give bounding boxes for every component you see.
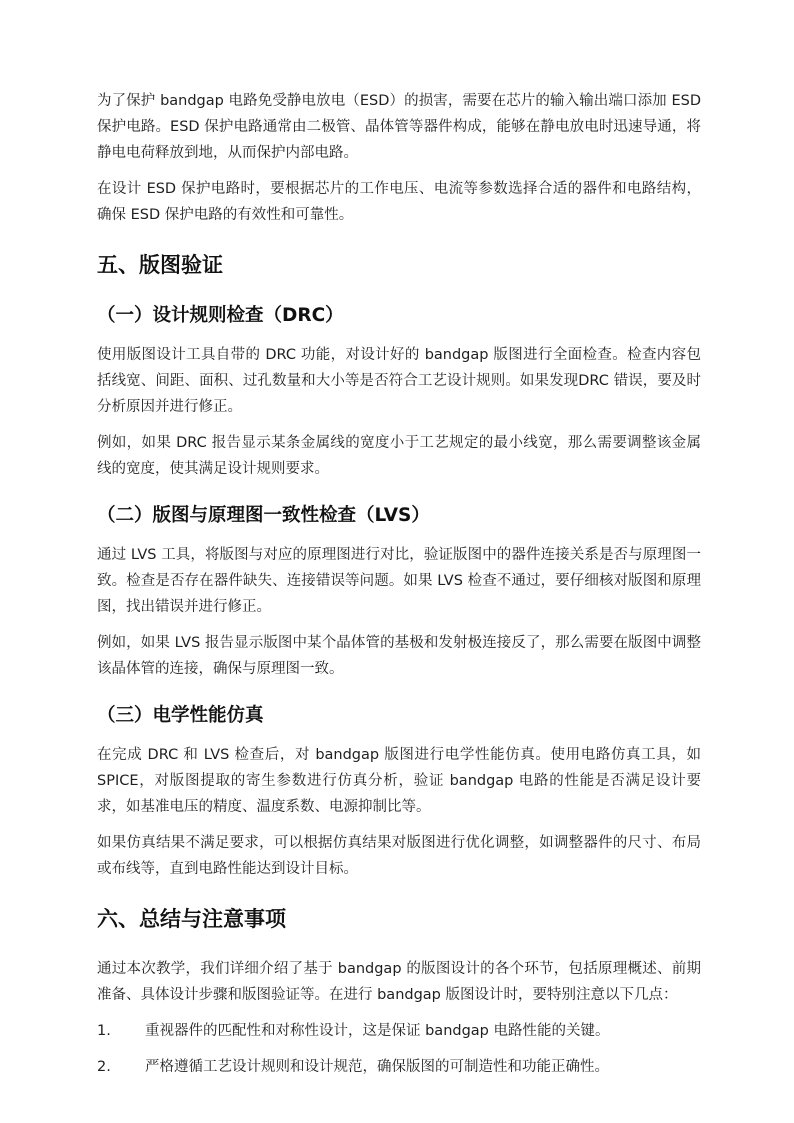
list-item — [97, 1054, 701, 1080]
subsection-title-drc: （一）设计规则检查（DRC） — [97, 305, 344, 326]
paragraph-lvs-usage: 通过 LVS 工具，将版图与对应的原理图进行对比，验证版图中的器件连接关系是否与原理图一致。检查是否存在器件缺失、连接错误等问题。如果 LVS 检查不通过，要仔细核对版图和原理图，找出错误并进行修正。 — [97, 547, 701, 615]
page-content — [97, 88, 701, 1090]
notes-list — [97, 1018, 701, 1080]
paragraph-simulation-usage: 在完成 DRC 和 LVS 检查后，对 bandgap 版图进行电学性能仿真。使用电路仿真工具，如 SPICE，对版图提取的寄生参数进行仿真分析，验证 bandgap 电路的性能是否满足设计要求，如基准电压的精度、温度系数、电源抑制比等。 — [97, 747, 701, 815]
list-item-number: 1. — [97, 1023, 111, 1039]
paragraph-simulation-optimize: 如果仿真结果不满足要求，可以根据仿真结果对版图进行优化调整，如调整器件的尺寸、布局或布线等，直到电路性能达到设计目标。 — [97, 835, 701, 877]
paragraph-drc-usage: 使用版图设计工具自带的 DRC 功能，对设计好的 bandgap 版图进行全面检查。检查内容包括线宽、间距、面积、过孔数量和大小等是否符合工艺设计规则。如果发现DRC 错误，要及时分析原因并进行修正。 — [97, 347, 701, 415]
subsection-title-lvs: （二）版图与原理图一致性检查（LVS） — [97, 505, 430, 526]
paragraph-lvs-example: 例如，如果 LVS 报告显示版图中某个晶体管的基极和发射极连接反了，那么需要在版图中调整该晶体管的连接，确保与原理图一致。 — [97, 635, 701, 677]
section-title-layout-verification: 五、版图验证 — [97, 253, 223, 277]
paragraph-esd-design: 在设计 ESD 保护电路时，要根据芯片的工作电压、电流等参数选择合适的器件和电路结构，确保 ESD 保护电路的有效性和可靠性。 — [97, 181, 701, 223]
paragraph-esd-intro: 为了保护 bandgap 电路免受静电放电（ESD）的损害，需要在芯片的输入输出端口添加 ESD 保护电路。ESD 保护电路通常由二极管、晶体管等器件构成，能够在静电放电时迅速导通，将静电电荷释放到地，从而保护内部电路。 — [97, 93, 701, 161]
paragraph-summary: 通过本次教学，我们详细介绍了基于 bandgap 的版图设计的各个环节，包括原理概述、前期准备、具体设计步骤和版图验证等。在进行 bandgap 版图设计时，要特别注意以下几点： — [97, 961, 701, 1003]
list-item-number: 2. — [97, 1059, 111, 1075]
list-item-text: 严格遵循工艺设计规则和设计规范，确保版图的可制造性和功能正确性。 — [145, 1059, 609, 1075]
paragraph-drc-example: 例如，如果 DRC 报告显示某条金属线的宽度小于工艺规定的最小线宽，那么需要调整该金属线的宽度，使其满足设计规则要求。 — [97, 435, 701, 477]
list-item — [97, 1018, 701, 1044]
section-title-summary: 六、总结与注意事项 — [97, 907, 286, 931]
list-item-text: 重视器件的匹配性和对称性设计，这是保证 bandgap 电路性能的关键。 — [145, 1023, 610, 1039]
subsection-title-simulation: （三）电学性能仿真 — [97, 705, 264, 726]
